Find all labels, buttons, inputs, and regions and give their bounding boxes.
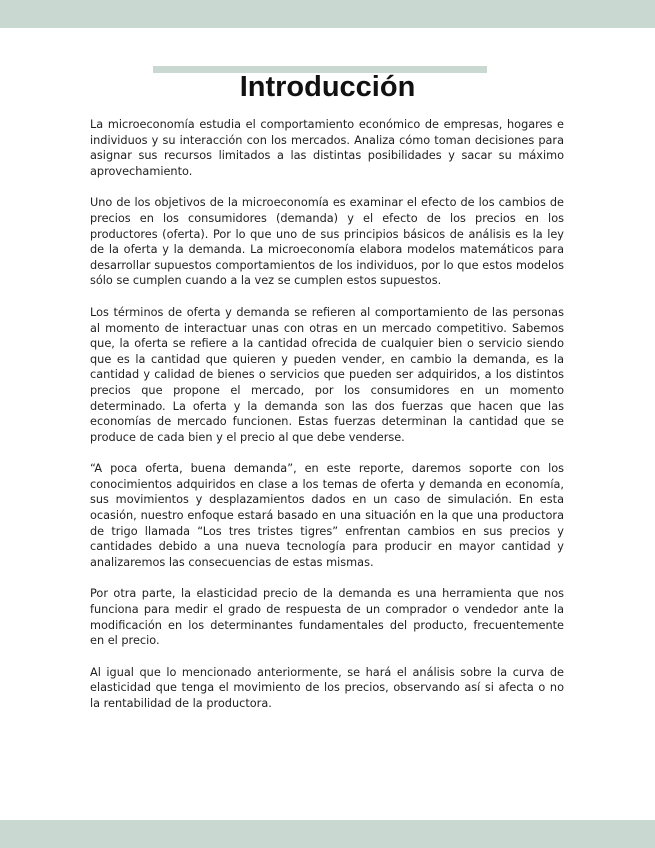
bottom-decorative-band xyxy=(0,820,655,848)
paragraph-5: Por otra parte, la elasticidad precio de la demanda es una herramienta que nos funciona para medir el grado de respuesta de un comprador o vendedor ante la modificación en los determinantes fundamentales del producto, frecuentemente en el precio. xyxy=(90,587,564,648)
paragraph-6: Al igual que lo mencionado anteriormente, se hará el análisis sobre la curva de elasticidad que tenga el movimiento de los precios, observando así si afecta o no la rentabilidad de la productora. xyxy=(90,665,564,710)
paragraph-3: Los términos de oferta y demanda se refieren al comportamiento de las personas al momento de interactuar unas con otras en un mercado competitivo. Sabemos que, la oferta se refiere a la cantidad ofrecida de cualquier bien o servicio siendo que es la cantidad que quieren y pueden vender, en cambio la demanda, es la cantidad y calidad de bienes o servicios que pueden ser adquiridos, a los distintos precios que propone el mercado, por los consumidores en un momento determinado. La oferta y la demanda son las dos fuerzas que hacen que las economías de mercado funcionen. Estas fuerzas determinan la cantidad que se produce de cada bien y el precio al que debe venderse. xyxy=(90,305,564,444)
paragraph-4: “A poca oferta, buena demanda”, en este reporte, daremos soporte con los conocimientos adquiridos en clase a los temas de oferta y demanda en economía, sus movimientos y desplazamientos dados en un caso de simulación. En esta ocasión, nuestro enfoque estará basado en una situación en la que una productora de trigo llamada “Los tres tristes tigres” enfrentan cambios en sus precios y cantidades debido a una nueva tecnología para producir en mayor cantidad y analizaremos las consecuencias de estas mismas. xyxy=(90,462,564,569)
document-body xyxy=(90,117,564,728)
paragraph-2: Uno de los objetivos de la microeconomía es examinar el efecto de los cambios de precios en los consumidores (demanda) y el efecto de los precios en los productores (oferta). Por lo que uno de sus principios básicos de análisis es la ley de la oferta y la demanda. La microeconomía elabora modelos matemáticos para desarrollar supuestos comportamientos de los individuos, por lo que estos modelos sólo se cumplen cuando a la vez se cumplen estos supuestos. xyxy=(90,196,564,288)
page-title: Introducción xyxy=(239,71,416,104)
top-decorative-band xyxy=(0,0,655,28)
paragraph-1: La microeconomía estudia el comportamiento económico de empresas, hogares e individuos y su interacción con los mercados. Analiza cómo toman decisiones para asignar sus recursos limitados a las distintas posibilidades y sacar su máximo aprovechamiento. xyxy=(90,118,564,178)
title-section xyxy=(0,46,655,104)
